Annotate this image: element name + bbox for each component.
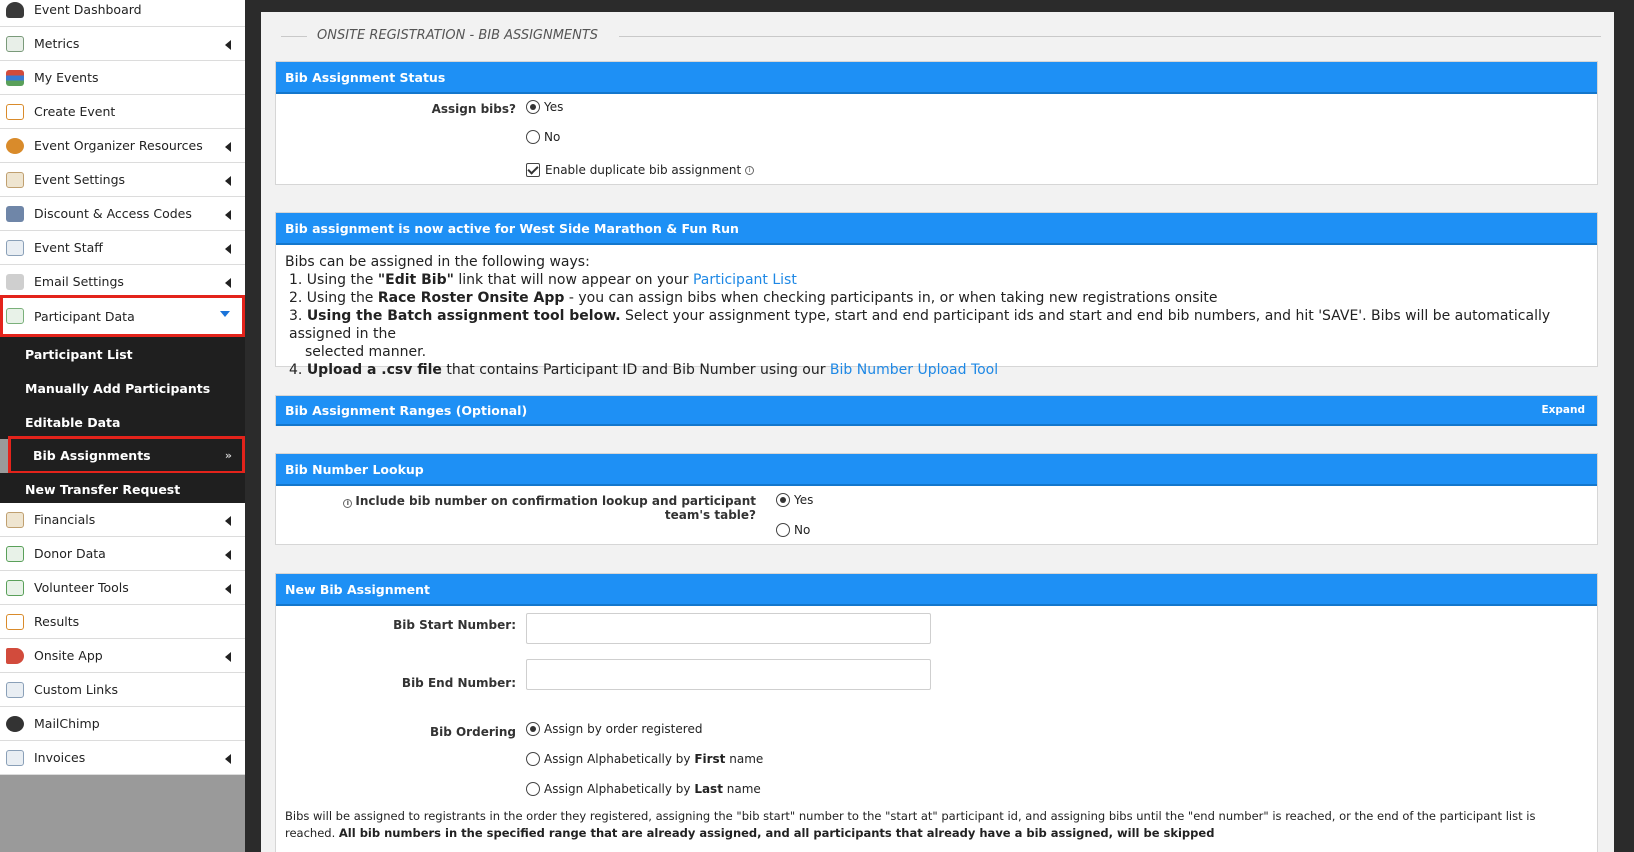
expand-arrow-icon — [225, 40, 231, 50]
bib-ordering-label: Bib Ordering — [429, 725, 516, 739]
results-icon — [6, 614, 24, 630]
financials-icon — [6, 512, 24, 528]
invoices-icon — [6, 750, 24, 766]
sidebar-item-participant-data[interactable]: Participant Data — [0, 295, 245, 337]
bib-end-number-input[interactable] — [526, 659, 931, 690]
bib-number-lookup-panel — [275, 453, 1598, 545]
sidebar-item-invoices[interactable]: Invoices — [0, 741, 245, 775]
intro-text: Bibs can be assigned in the following ways: — [285, 254, 590, 270]
expand-arrow-icon — [225, 754, 231, 764]
expand-button[interactable]: Expand — [1541, 404, 1585, 416]
method-3-continued: selected manner. — [305, 344, 427, 360]
method-2: 2. Using the Race Roster Onsite App - you can assign bibs when checking participants in, or when taking new registrations onsite — [289, 290, 1218, 306]
bib-assignment-ranges-panel — [275, 395, 1598, 426]
sidebar-item-my-events[interactable]: My Events — [0, 61, 245, 95]
resources-icon — [6, 138, 24, 154]
lookup-question-label: i Include bib number on confirmation lookup and participant team's table? — [316, 494, 756, 522]
bib-ordering-note: Bibs will be assigned to registrants in the order they registered, assigning the "bib start" number to the "start at" participant id, and assigning bibs until the "end number" is reached, or the end of the participant list is reached. All bib numbers in the specified range that are already assigned, and all participants that already have a bib assigned, will be skipped — [285, 809, 1536, 840]
sidebar — [0, 0, 245, 852]
chevron-down-icon — [220, 311, 230, 317]
sidebar-subitem-new-transfer-request[interactable]: New Transfer Request — [0, 473, 245, 505]
sidebar-subitem-participant-list[interactable]: Participant List — [0, 337, 245, 371]
main-content — [261, 12, 1614, 852]
order-registered-radio[interactable]: Assign by order registered — [526, 722, 702, 736]
sidebar-subitem-manually-add-participants[interactable]: Manually Add Participants — [0, 371, 245, 405]
sidebar-item-mailchimp[interactable]: MailChimp — [0, 707, 245, 741]
sidebar-item-event-organizer-resources[interactable]: Event Organizer Resources — [0, 129, 245, 163]
bib-assignment-active-panel — [275, 212, 1598, 378]
bib-end-number-label: Bib End Number: — [401, 676, 516, 690]
sidebar-subitem-editable-data[interactable]: Editable Data — [0, 405, 245, 439]
sidebar-item-event-settings[interactable]: Event Settings — [0, 163, 245, 197]
divider — [281, 36, 307, 37]
mailchimp-icon — [6, 716, 24, 732]
bib-assignment-status-panel — [275, 61, 1598, 185]
duplicate-bib-checkbox[interactable]: Enable duplicate bib assignment i — [526, 163, 754, 177]
sidebar-item-financials[interactable]: Financials — [0, 503, 245, 537]
method-4: 4. Upload a .csv file that contains Participant ID and Bib Number using our Bib Number Upload Tool — [289, 362, 999, 378]
lookup-no-radio[interactable]: No — [776, 523, 810, 537]
bib-assignment-instructions — [285, 253, 1595, 379]
expand-arrow-icon — [225, 142, 231, 152]
expand-arrow-icon — [225, 550, 231, 560]
bib-start-number-label: Bib Start Number: — [393, 618, 516, 632]
panel-header: Bib Number Lookup — [276, 454, 1597, 486]
dashboard-icon — [6, 2, 24, 18]
radio-unchecked-icon — [776, 523, 790, 537]
order-first-name-radio[interactable]: Assign Alphabetically by First name — [526, 752, 763, 766]
sidebar-item-metrics[interactable]: Metrics — [0, 27, 245, 61]
expand-arrow-icon — [225, 652, 231, 662]
info-icon[interactable]: i — [343, 499, 352, 508]
volunteer-icon — [6, 580, 24, 596]
order-last-name-radio[interactable]: Assign Alphabetically by Last name — [526, 782, 761, 796]
sidebar-item-results[interactable]: Results — [0, 605, 245, 639]
bib-start-number-input[interactable] — [526, 613, 931, 644]
radio-unchecked-icon — [526, 782, 540, 796]
expand-arrow-icon — [225, 516, 231, 526]
sidebar-item-custom-links[interactable]: Custom Links — [0, 673, 245, 707]
participant-list-link[interactable]: Participant List — [692, 272, 797, 288]
sidebar-item-event-dashboard[interactable]: Event Dashboard — [0, 0, 245, 27]
email-icon — [6, 274, 24, 290]
custom-links-icon — [6, 682, 24, 698]
sidebar-item-onsite-app[interactable]: Onsite App — [0, 639, 245, 673]
sidebar-item-volunteer-tools[interactable]: Volunteer Tools — [0, 571, 245, 605]
page-title: ONSITE REGISTRATION - BIB ASSIGNMENTS — [317, 28, 599, 43]
participant-data-icon — [6, 308, 24, 324]
assign-bibs-no-radio[interactable]: No — [526, 130, 560, 144]
metrics-icon — [6, 36, 24, 52]
expand-arrow-icon — [225, 244, 231, 254]
method-3: 3. Using the Batch assignment tool below. Select your assignment type, start and end participant ids and start and end bib numbers, and hit 'SAVE'. Bibs will be automatically assigned in the — [289, 308, 1551, 342]
discount-icon — [6, 206, 24, 222]
assign-bibs-yes-radio[interactable]: Yes — [526, 100, 563, 114]
settings-icon — [6, 172, 24, 188]
lookup-yes-radio[interactable]: Yes — [776, 493, 813, 507]
divider — [619, 36, 1601, 37]
sidebar-item-email-settings[interactable]: Email Settings — [0, 265, 245, 299]
sidebar-item-event-staff[interactable]: Event Staff — [0, 231, 245, 265]
assign-bibs-label: Assign bibs? — [431, 102, 516, 116]
sidebar-item-discount-access-codes[interactable]: Discount & Access Codes — [0, 197, 245, 231]
bib-number-upload-tool-link[interactable]: Bib Number Upload Tool — [829, 362, 999, 378]
panel-header: Bib Assignment Status — [276, 62, 1597, 94]
double-chevron-right-icon: » — [224, 448, 232, 462]
create-event-icon — [6, 104, 24, 120]
info-icon[interactable]: i — [745, 166, 754, 175]
radio-unchecked-icon — [526, 752, 540, 766]
sidebar-item-donor-data[interactable]: Donor Data — [0, 537, 245, 571]
sidebar-item-create-event[interactable]: Create Event — [0, 95, 245, 129]
expand-arrow-icon — [225, 176, 231, 186]
radio-checked-icon — [776, 493, 790, 507]
radio-unchecked-icon — [526, 130, 540, 144]
expand-arrow-icon — [225, 210, 231, 220]
radio-checked-icon — [526, 100, 540, 114]
radio-checked-icon — [526, 722, 540, 736]
checkbox-checked-icon — [526, 163, 540, 177]
method-1: 1. Using the "Edit Bib" link that will now appear on your Participant List — [289, 272, 797, 288]
megaphone-icon — [6, 648, 24, 664]
sidebar-subitem-bib-assignments[interactable]: Bib Assignments » — [8, 436, 245, 474]
panel-header: Bib assignment is now active for West Side Marathon & Fun Run — [276, 213, 1597, 245]
new-bib-assignment-panel — [275, 573, 1598, 852]
staff-icon — [6, 240, 24, 256]
panel-header: New Bib Assignment — [276, 574, 1597, 606]
expand-arrow-icon — [225, 278, 231, 288]
donor-icon — [6, 546, 24, 562]
my-events-icon — [6, 70, 24, 86]
panel-header[interactable]: Bib Assignment Ranges (Optional) Expand — [276, 396, 1597, 426]
expand-arrow-icon — [225, 584, 231, 594]
page-header — [281, 26, 1601, 46]
